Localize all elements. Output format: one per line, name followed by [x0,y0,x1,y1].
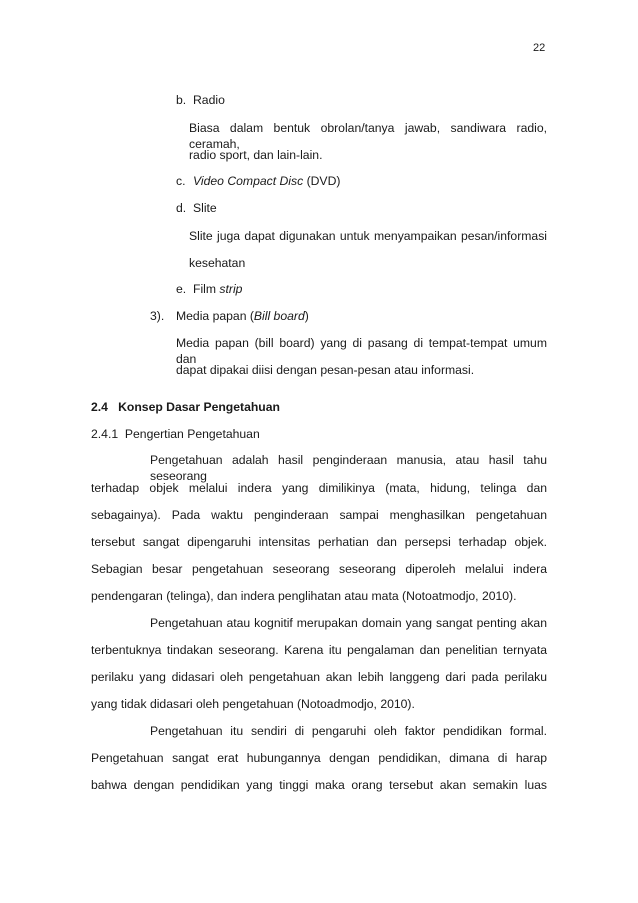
subsection-heading: 2.4.1 Pengertian Pengetahuan [91,427,260,441]
list-item-vcd [193,173,340,189]
list-item-media-papan [176,308,309,324]
media-papan-prefix: Media papan ( [176,309,254,323]
media-papan-suffix: ) [304,309,309,323]
list-marker-c: c. [176,174,186,188]
list-marker-e: e. [176,282,187,296]
media-papan-description-line-1: Media papan (bill board) yang di pasang di tempat-tempat umum dan [176,336,547,366]
paragraph-3-line-1: Pengetahuan itu sendiri di pengaruhi oleh faktor pendidikan formal. [150,724,547,738]
slite-description-line-1: Slite juga dapat digunakan untuk menyampaikan pesan/informasi [189,229,547,243]
paragraph-1-line-5: Sebagian besar pengetahuan seseorang seseorang diperoleh melalui indera [91,562,547,576]
paragraph-2-line-2: terbentuknya tindakan seseorang. Karena itu pengalaman dan penelitian ternyata [91,643,547,657]
list-item-radio-title: Radio [193,93,225,107]
radio-description-line-2: radio sport, dan lain-lain. [189,148,323,162]
paragraph-2-line-1: Pengetahuan atau kognitif merupakan domain yang sangat penting akan [150,616,547,630]
paragraph-1-line-6: pendengaran (telinga), dan indera penglihatan atau mata (Notoatmodjo, 2010). [91,589,517,603]
paragraph-1-line-2: terhadap objek melalui indera yang dimilikinya (mata, hidung, telinga dan [91,481,547,495]
list-marker-d: d. [176,201,187,215]
film-strip-italic: strip [219,282,243,296]
list-item-film-strip [193,281,242,297]
paragraph-1-line-4: tersebut sangat dipengaruhi intensitas perhatian dan persepsi terhadap objek. [91,535,547,549]
paragraph-1-line-1: Pengetahuan adalah hasil penginderaan manusia, atau hasil tahu seseorang [150,453,547,483]
media-papan-description-line-2: dapat dipakai diisi dengan pesan-pesan atau informasi. [176,363,475,377]
vcd-title: Video Compact Disc [193,174,304,188]
film-prefix: Film [193,282,220,296]
billboard-italic: Bill board [253,309,305,323]
slite-description-line-2: kesehatan [189,256,246,270]
list-item-slite-title: Slite [193,201,217,215]
paragraph-1-line-3: sebagainya). Pada waktu penginderaan sampai menghasilkan pengetahuan [91,508,547,522]
paragraph-2-line-4: yang tidak didasari oleh pengetahuan (Notoadmodjo, 2010). [91,697,415,711]
list-marker-3: 3). [150,309,165,323]
page-number: 22 [533,42,546,54]
paragraph-3-line-3: bahwa dengan pendidikan yang tinggi maka orang tersebut akan semakin luas [91,778,547,792]
radio-description-line-1: Biasa dalam bentuk obrolan/tanya jawab, sandiwara radio, ceramah, [189,121,547,151]
paragraph-3-line-2: Pengetahuan sangat erat hubungannya dengan pendidikan, dimana di harap [91,751,547,765]
list-marker-b: b. [176,93,187,107]
vcd-suffix: (DVD) [303,174,341,188]
paragraph-2-line-3: perilaku yang didasari oleh pengetahuan akan lebih langgeng dari pada perilaku [91,670,547,684]
section-heading: 2.4 Konsep Dasar Pengetahuan [91,400,280,414]
